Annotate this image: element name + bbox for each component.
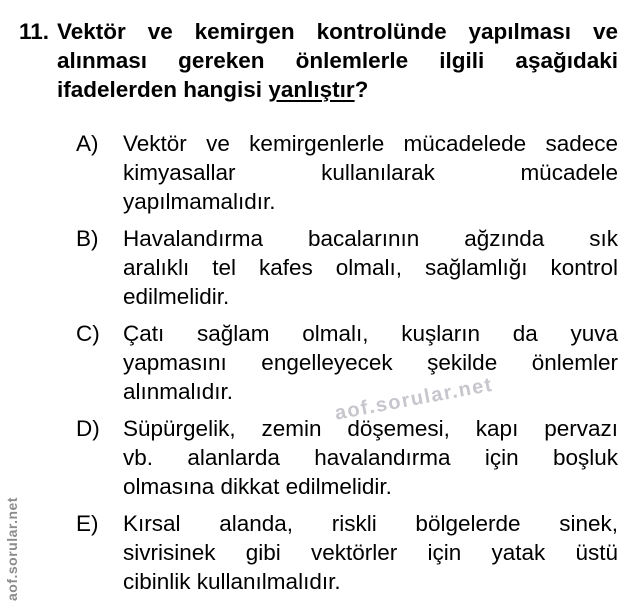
option-e	[76, 509, 618, 596]
option-line: olmasına dikkat edilmelidir.	[123, 474, 392, 499]
option-line: yapılmamalıdır.	[123, 189, 276, 214]
question-number: 11.	[19, 19, 50, 44]
question-line: Vektör ve kemirgen kontrolünde yapılması ve	[57, 19, 618, 44]
option-a	[76, 129, 618, 216]
question-line	[57, 75, 618, 104]
option-c-text	[123, 319, 618, 406]
option-line: Havalandırma bacalarının ağzında sık	[123, 226, 618, 251]
option-line: vb. alanlarda havalandırma için boşluk	[123, 445, 618, 470]
watermark-diagonal: aof.sorular.net	[333, 373, 495, 425]
question	[0, 0, 643, 104]
option-line: Kırsal alanda, riskli bölgelerde sinek,	[123, 511, 618, 536]
option-e-letter: E)	[76, 511, 99, 536]
option-line: Süpürgelik, zemin döşemesi, kapı pervazı	[123, 416, 618, 441]
option-b-letter: B)	[76, 226, 99, 251]
question-line-prefix: ifadelerden hangisi	[57, 77, 269, 102]
option-a-text	[123, 129, 618, 216]
underlined-keyword: yanlıştır	[268, 77, 355, 102]
option-d-letter: D)	[76, 416, 100, 441]
watermark-vertical: aof.sorular.net	[4, 497, 20, 601]
option-line: alınmalıdır.	[123, 379, 234, 404]
option-a-letter: A)	[76, 131, 99, 156]
option-line: Vektör ve kemirgenlerle mücadelede sadece	[123, 131, 618, 156]
option-line: kimyasallar kullanılarak mücadele	[123, 160, 618, 185]
question-line: alınması gereken önlemlerle ilgili aşağıdaki	[57, 48, 618, 73]
option-c	[76, 319, 618, 406]
option-d-text	[123, 414, 618, 501]
option-c-letter: C)	[76, 321, 100, 346]
option-e-text	[123, 509, 618, 596]
option-b	[76, 224, 618, 311]
option-line: cibinlik kullanılmalıdır.	[123, 569, 341, 594]
options-list	[76, 129, 618, 596]
question-mark: ?	[354, 77, 369, 102]
option-b-text	[123, 224, 618, 311]
option-d	[76, 414, 618, 501]
question-text	[57, 17, 618, 104]
option-line: sivrisinek gibi vektörler için yatak üstü	[123, 540, 618, 565]
option-line: yapmasını engelleyecek şekilde önlemler	[123, 350, 618, 375]
option-line: Çatı sağlam olmalı, kuşların da yuva	[123, 321, 618, 346]
option-line: aralıklı tel kafes olmalı, sağlamlığı kontrol	[123, 255, 618, 280]
option-line: edilmelidir.	[123, 284, 230, 309]
